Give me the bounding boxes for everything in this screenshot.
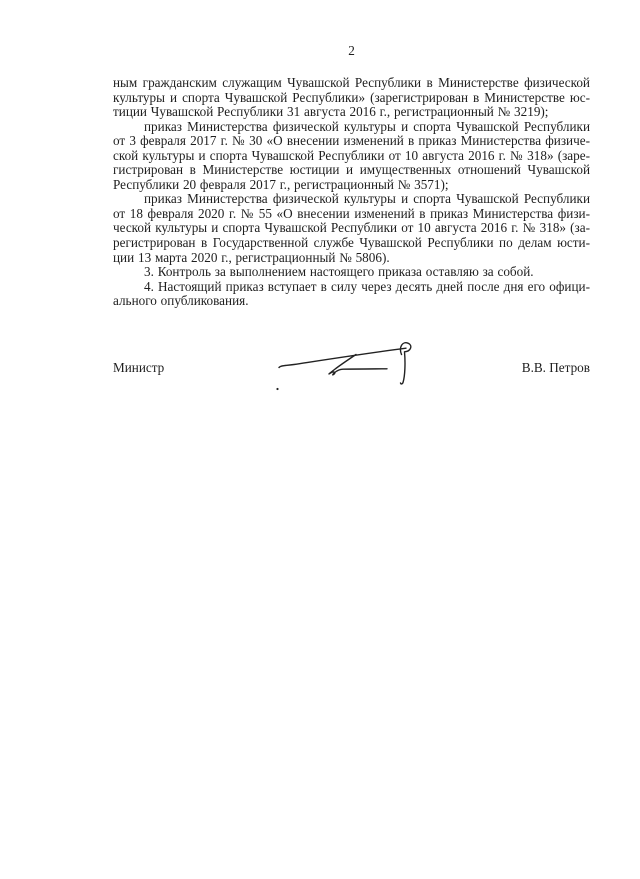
document-line: регистрирован в Государственной службе Чувашской Республики по делам юсти-	[113, 235, 590, 251]
document-line: приказ Министерства физической культуры и спорта Чувашской Республики	[144, 191, 590, 207]
document-line: Республики 20 февраля 2017 г., регистрационный № 3571);	[113, 176, 449, 192]
handwritten-signature-icon	[270, 335, 430, 395]
document-line: гистрирован в Министерстве юстиции и имущественных отношений Чувашской	[113, 162, 590, 178]
document-line: ального опубликования.	[113, 293, 249, 309]
document-line: 4. Настоящий приказ вступает в силу через десять дней после дня его офици-	[144, 278, 590, 294]
document-line: ции 13 марта 2020 г., регистрационный № 5806).	[113, 249, 390, 265]
signer-name: В.В. Петров	[521, 360, 590, 375]
page-number: 2	[348, 43, 355, 58]
document-line: культуры и спорта Чувашской Республики» (зарегистрирован в Министерстве юс-	[113, 89, 590, 105]
document-line: 3. Контроль за выполнением настоящего приказа оставляю за собой.	[144, 264, 534, 280]
document-line: приказ Министерства физической культуры и спорта Чувашской Республики	[144, 118, 590, 134]
document-line: ской культуры и спорта Чувашской Республики от 10 августа 2016 г. № 318» (заре-	[113, 147, 590, 163]
minister-title: Министр	[113, 360, 165, 375]
document-line: от 3 февраля 2017 г. № 30 «О внесении изменений в приказ Министерства физиче-	[113, 133, 590, 149]
document-body	[113, 76, 590, 309]
document-line: тиции Чувашской Республики 31 августа 2016 г., регистрационный № 3219);	[113, 104, 549, 120]
document-line: ческой культуры и спорта Чувашской Республики от 10 августа 2016 г. № 318» (за-	[113, 220, 590, 236]
document-line: от 18 февраля 2020 г. № 55 «О внесении изменений в приказ Министерства физи-	[113, 205, 590, 221]
document-line: ным гражданским служащим Чувашской Республики в Министерстве физической	[113, 75, 590, 90]
ink-dot	[276, 388, 278, 390]
